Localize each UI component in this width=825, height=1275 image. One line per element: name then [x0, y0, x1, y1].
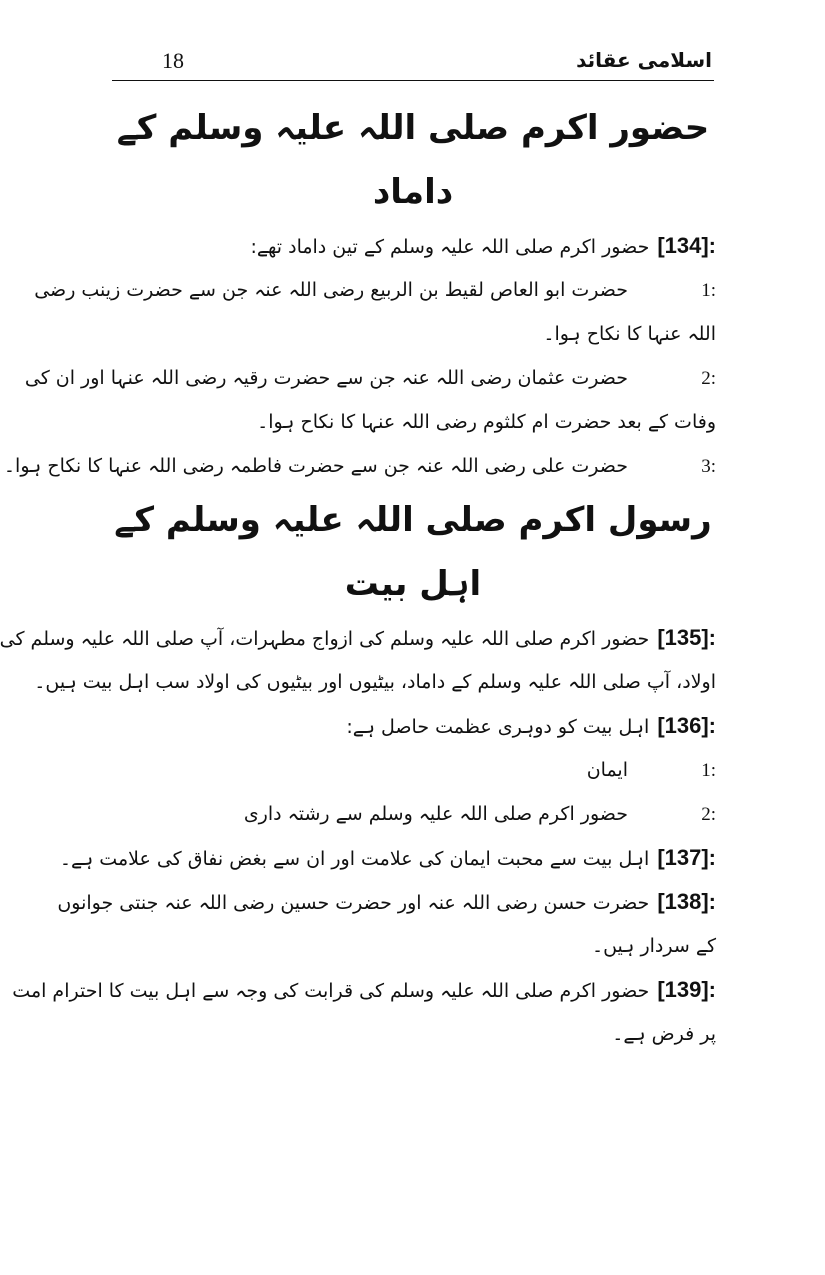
- item-text: اولاد، آپ صلی اللہ علیہ وسلم کے داماد، بیٹیوں اور بیٹیوں کی اولاد سب اہل بیت ہیں۔: [34, 671, 716, 693]
- item-138: [57, 880, 716, 924]
- item-number: [137]:: [657, 845, 716, 870]
- item-text: اہل بیت کو دوہری عظمت حاصل ہے:: [346, 716, 650, 738]
- list-item-text: حضرت علی رضی اللہ عنہ جن سے حضرت فاطمہ رضی اللہ عنہا کا نکاح ہوا۔: [3, 455, 628, 477]
- section-heading-sons-in-law: حضور اکرم صلی اللہ علیہ وسلم کے داماد: [116, 108, 710, 212]
- list-item-continuation: [110, 400, 716, 444]
- list-item: [24, 356, 716, 400]
- list-item: [3, 444, 716, 488]
- list-marker: 1:: [701, 760, 716, 781]
- item-139: [12, 968, 716, 1012]
- item-text: حضور اکرم صلی اللہ علیہ وسلم کے تین داماد تھے:: [250, 236, 650, 258]
- list-item-text: حضرت عثمان رضی اللہ عنہ جن سے حضرت رقیہ رضی اللہ عنہا اور ان کی: [24, 367, 628, 389]
- item-134: [110, 224, 716, 268]
- list-item: [110, 748, 716, 792]
- item-137: [59, 836, 716, 880]
- list-item-text: ایمان: [586, 759, 628, 781]
- item-text: پر فرض ہے۔: [612, 1023, 716, 1045]
- list-marker: 3:: [701, 456, 716, 477]
- list-item: [34, 268, 716, 312]
- item-136: [110, 704, 716, 748]
- item-number: [136]:: [657, 713, 716, 738]
- list-item-text: وفات کے بعد حضرت ام کلثوم رضی اللہ عنہا کا نکاح ہوا۔: [257, 411, 716, 433]
- item-number: [138]:: [657, 889, 716, 914]
- item-text: اہل بیت سے محبت ایمان کی علامت اور ان سے بغض نفاق کی علامت ہے۔: [59, 848, 650, 870]
- section-heading-ahl-e-bait: رسول اکرم صلی اللہ علیہ وسلم کے اہل بیت: [114, 500, 712, 604]
- item-138-continuation: [110, 924, 716, 968]
- page-number: 18: [162, 48, 184, 73]
- item-text: حضور اکرم صلی اللہ علیہ وسلم کی ازواج مطہرات، آپ صلی اللہ علیہ وسلم کی: [0, 628, 650, 650]
- item-139-continuation: [110, 1012, 716, 1056]
- list-item-text: اللہ عنہا کا نکاح ہوا۔: [543, 323, 716, 345]
- item-135-continuation: [34, 660, 716, 704]
- list-marker: 2:: [701, 804, 716, 825]
- list-item-text: حضرت ابو العاص لقیط بن الربیع رضی اللہ عنہ جن سے حضرت زینب رضی: [34, 279, 628, 301]
- list-marker: 1:: [701, 280, 716, 301]
- list-item-text: حضور اکرم صلی اللہ علیہ وسلم سے رشتہ داری: [243, 803, 628, 825]
- header-rule: [112, 80, 714, 81]
- list-item-continuation: [110, 312, 716, 356]
- item-number: [134]:: [657, 233, 716, 258]
- item-text: کے سردار ہیں۔: [591, 935, 716, 957]
- page-body: [0, 96, 716, 1056]
- list-item: [110, 792, 716, 836]
- item-text: حضور اکرم صلی اللہ علیہ وسلم کی قرابت کی وجہ سے اہل بیت کا احترام امت: [12, 980, 650, 1002]
- list-marker: 2:: [701, 368, 716, 389]
- item-text: حضرت حسن رضی اللہ عنہ اور حضرت حسین رضی اللہ عنہ جنتی جوانوں: [57, 892, 650, 914]
- page-header: [112, 44, 714, 80]
- running-title: اسلامی عقائد: [576, 48, 712, 72]
- item-number: [139]:: [657, 977, 716, 1002]
- item-number: [135]:: [657, 625, 716, 650]
- item-135: [0, 616, 716, 660]
